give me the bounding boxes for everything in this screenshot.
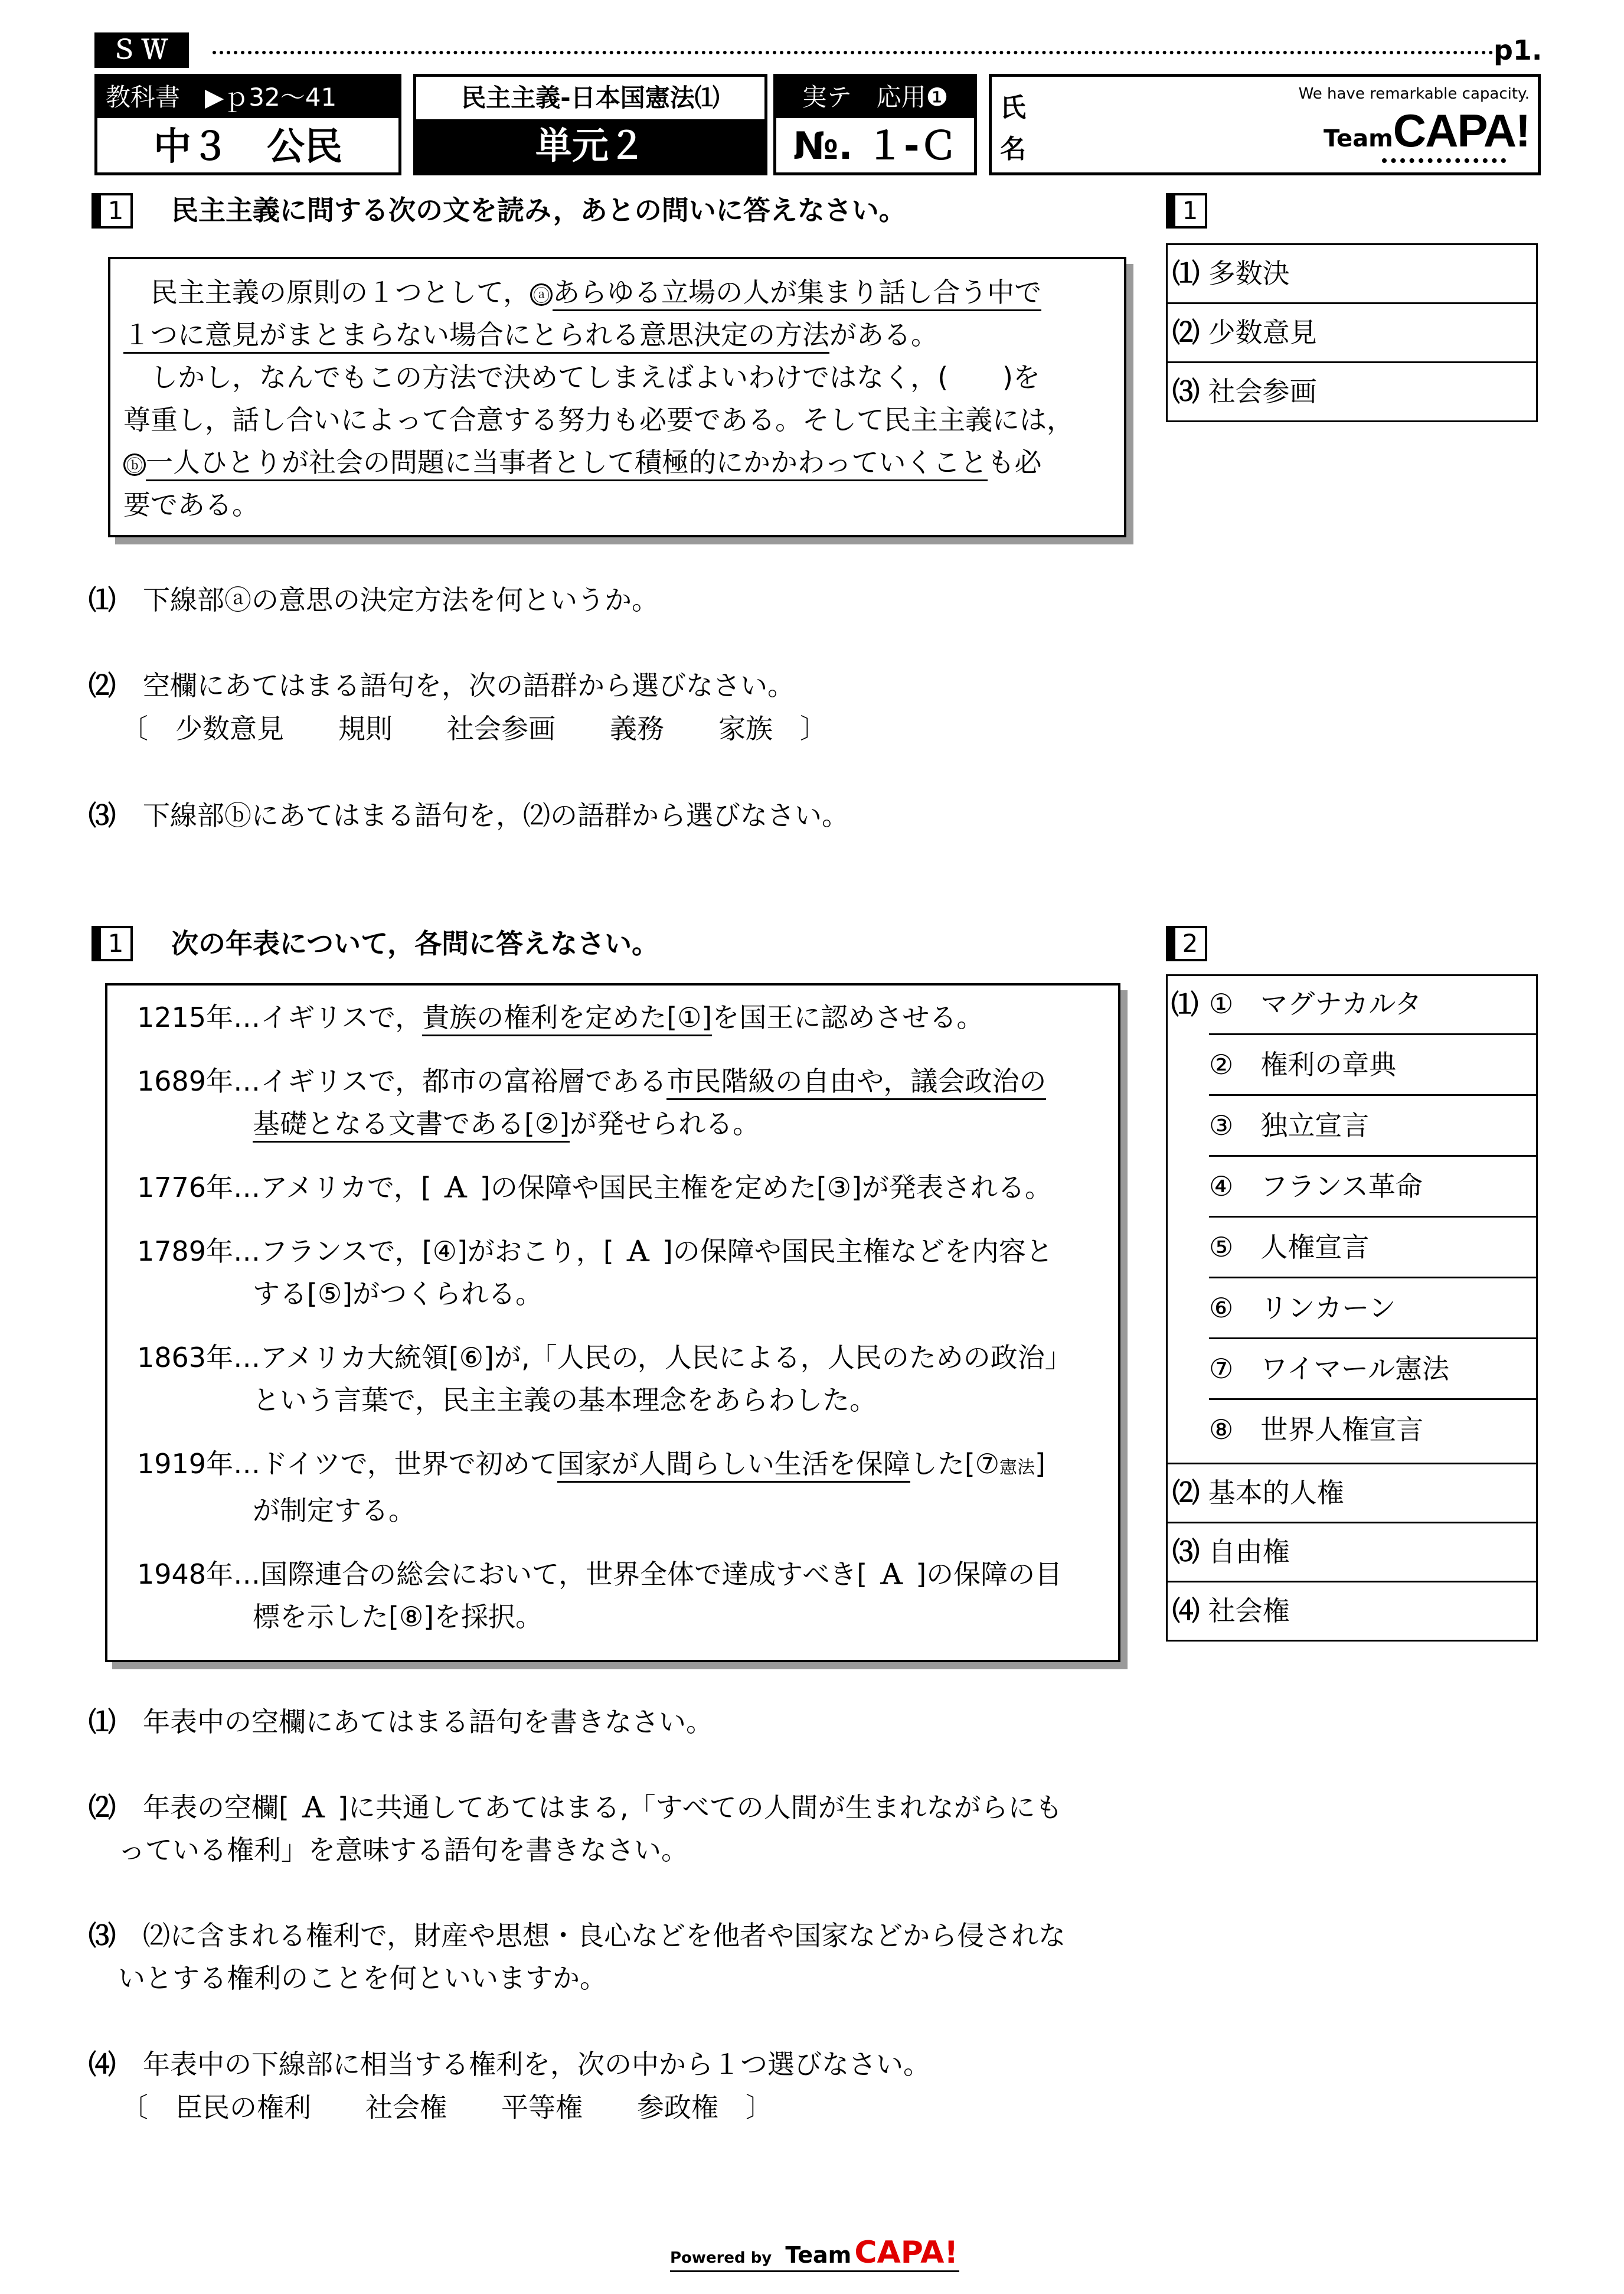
- brand-tagline: We have remarkable capacity.: [1298, 85, 1530, 103]
- s1-question-3: ⑶ 下線部ⓑにあてはまる語句を，⑵の語群から選びなさい。: [89, 800, 849, 831]
- footer-team: Team: [785, 2242, 852, 2268]
- unit-label: 単元２: [416, 119, 764, 172]
- header-dotted-line: [213, 51, 1494, 54]
- s2-question-1: ⑴ 年表中の空欄にあてはまる語句を書きなさい。: [89, 1706, 713, 1738]
- answer2-q1-row-1: ① マグナカルタ: [1209, 974, 1538, 1035]
- passage-line-6: 要である。: [123, 489, 259, 521]
- section1-passage: [108, 257, 1126, 537]
- answer2-q1-row-6: ⑥ リンカーン: [1209, 1278, 1538, 1339]
- footer-underline: [670, 2270, 959, 2272]
- answer2-q1-row-2: ② 権利の章典: [1209, 1035, 1538, 1096]
- passage-line-2: １つに意見がまとまらない場合にとられる意思決定の方法がある。: [123, 314, 1115, 356]
- section1-number: 1: [92, 193, 133, 229]
- answer2-q1-row-8: ⑧ 世界人権宣言: [1209, 1414, 1424, 1445]
- s1-question-1: ⑴ 下線部ⓐの意思の決定方法を何というか。: [89, 584, 659, 616]
- brand-capa: CAPA!: [1393, 105, 1530, 156]
- name-label-1: 氏: [1000, 93, 1026, 123]
- timeline-1215: 1215年…イギリスで，貴族の権利を定めた[①]を国王に認めさせる。: [137, 996, 1117, 1039]
- timeline-1919: 1919年…ドイツで，世界で初めて国家が人間らしい生活を保障した[⑦憲法]: [137, 1443, 1117, 1489]
- brand-team: Team: [1324, 125, 1393, 152]
- s2-question-3: ⑶ ⑵に含まれる権利で，財産や思想・良心などを他者や国家などから侵されな: [89, 1920, 1066, 1952]
- timeline-1948-l2: 標を示した[⑧]を採択。: [253, 1601, 543, 1633]
- textbook-label: 教科書 ▶ｐ32〜41: [97, 77, 398, 118]
- section1-heading: 民主主義に問する次の文を読み，あとの問いに答えなさい。: [171, 194, 906, 226]
- mark-a: ⓐ: [530, 283, 553, 306]
- answer1-row-3: ⑶ 社会参画: [1166, 361, 1538, 422]
- test-box: [773, 74, 977, 175]
- brand-logo: [1305, 104, 1530, 163]
- unit-title: 民主主義-日本国憲法⑴: [461, 83, 720, 112]
- answer2-q1-row-7: ⑦ ワイマール憲法: [1209, 1339, 1538, 1400]
- timeline-1689: 1689年…イギリスで，都市の富裕層である市民階級の自由や，議会政治の: [137, 1060, 1117, 1102]
- grade-subject: 中３ 公民: [153, 125, 342, 169]
- s1-question-2-choices: 〔 少数意見 規則 社会参画 義務 家族 〕: [121, 713, 827, 745]
- timeline-1689-l2: 基礎となる文書である[②]が発せられる。: [137, 1102, 1117, 1145]
- answer2-row-3: ⑶ 自由権: [1166, 1522, 1538, 1582]
- answer2-q1-row-4: ④ フランス革命: [1209, 1157, 1538, 1218]
- passage-line-3: しかし，なんでもこの方法で決めてしまえばよいわけではなく，( )を: [151, 361, 1040, 393]
- name-field[interactable]: [1039, 83, 1275, 171]
- timeline-1776: 1776年…アメリカで，[ Ａ ]の保障や国民主権を定めた[③]が発表される。: [137, 1172, 1052, 1203]
- passage-line-4: 尊重し，話し合いによって合意する努力も必要である。そして民主主義には，: [123, 404, 1074, 436]
- section2-heading: 次の年表について，各問に答えなさい。: [171, 928, 659, 960]
- timeline-box: [105, 983, 1120, 1662]
- s2-question-4-choices: 〔 臣民の権利 社会権 平等権 参政権 〕: [121, 2091, 773, 2123]
- unit-box: [413, 74, 767, 175]
- timeline-1789-l2: する[⑤]がつくられる。: [253, 1278, 543, 1310]
- worksheet-number: №. １-Ｃ: [793, 125, 958, 168]
- name-label-2: 名: [1000, 134, 1026, 164]
- footer-capa: CAPA!: [854, 2235, 959, 2270]
- s1-question-2: ⑵ 空欄にあてはまる語句を，次の語群から選びなさい。: [89, 670, 795, 701]
- s2-question-3-l2: いとする権利のことを何といいますか。: [118, 1962, 607, 1994]
- sw-tag: ＳＷ: [94, 32, 189, 68]
- answer2-q1-row-3: ③ 独立宣言: [1209, 1096, 1538, 1157]
- answer2-q1-row-5: ⑤ 人権宣言: [1209, 1218, 1538, 1278]
- section2-number: 1: [92, 926, 133, 961]
- footer-logo: [670, 2235, 965, 2270]
- answer2-row-4: ⑷ 社会権: [1166, 1581, 1538, 1642]
- timeline-1863-l2: という言葉で，民主主義の基本理念をあらわした。: [253, 1384, 877, 1416]
- test-type: 実テ 応用❶: [776, 77, 974, 118]
- s2-question-4: ⑷ 年表中の下線部に相当する権利を，次の中から１つ選びなさい。: [89, 2048, 930, 2080]
- timeline-1789: 1789年…フランスで，[④]がおこり，[ Ａ ]の保障や国民主権などを内容と: [137, 1235, 1053, 1267]
- mark-b: ⓑ: [123, 453, 146, 476]
- name-box: [989, 74, 1541, 175]
- s2-question-2-l2: っている権利」を意味する語句を書きなさい。: [118, 1834, 688, 1866]
- timeline-1948: 1948年…国際連合の総会において，世界全体で達成すべき[ Ａ ]の保障の目: [137, 1558, 1063, 1590]
- answer2-row-2: ⑵ 基本的人権: [1166, 1463, 1538, 1523]
- brand-dots: [1382, 158, 1506, 163]
- textbook-box: [94, 74, 401, 175]
- passage-line-1: 民主主義の原則の１つとして， ⓐ あらゆる立場の人が集まり話し合う中で: [123, 271, 1115, 314]
- answers1-number: 1: [1166, 193, 1207, 229]
- answer1-row-1: ⑴ 多数決: [1166, 243, 1538, 304]
- answers2-q1-num: ⑴: [1171, 988, 1198, 1020]
- answer1-row-2: ⑵ 少数意見: [1166, 302, 1538, 363]
- page-number: p1.: [1494, 34, 1543, 66]
- s2-question-2: ⑵ 年表の空欄[ Ａ ]に共通してあてはまる,「すべての人間が生まれながらにも: [89, 1792, 1063, 1823]
- footer-powered-by: Powered by: [670, 2249, 772, 2267]
- passage-line-5: ⓑ 一人ひとりが社会の問題に当事者として積極的にかかわっていくことも必: [123, 441, 1115, 484]
- timeline-1863: 1863年…アメリカ大統領[⑥]が,「人民の，人民による，人民のための政治」: [137, 1342, 1072, 1373]
- answers2-number: 2: [1166, 926, 1207, 961]
- timeline-1919-l2: が制定する。: [253, 1494, 416, 1526]
